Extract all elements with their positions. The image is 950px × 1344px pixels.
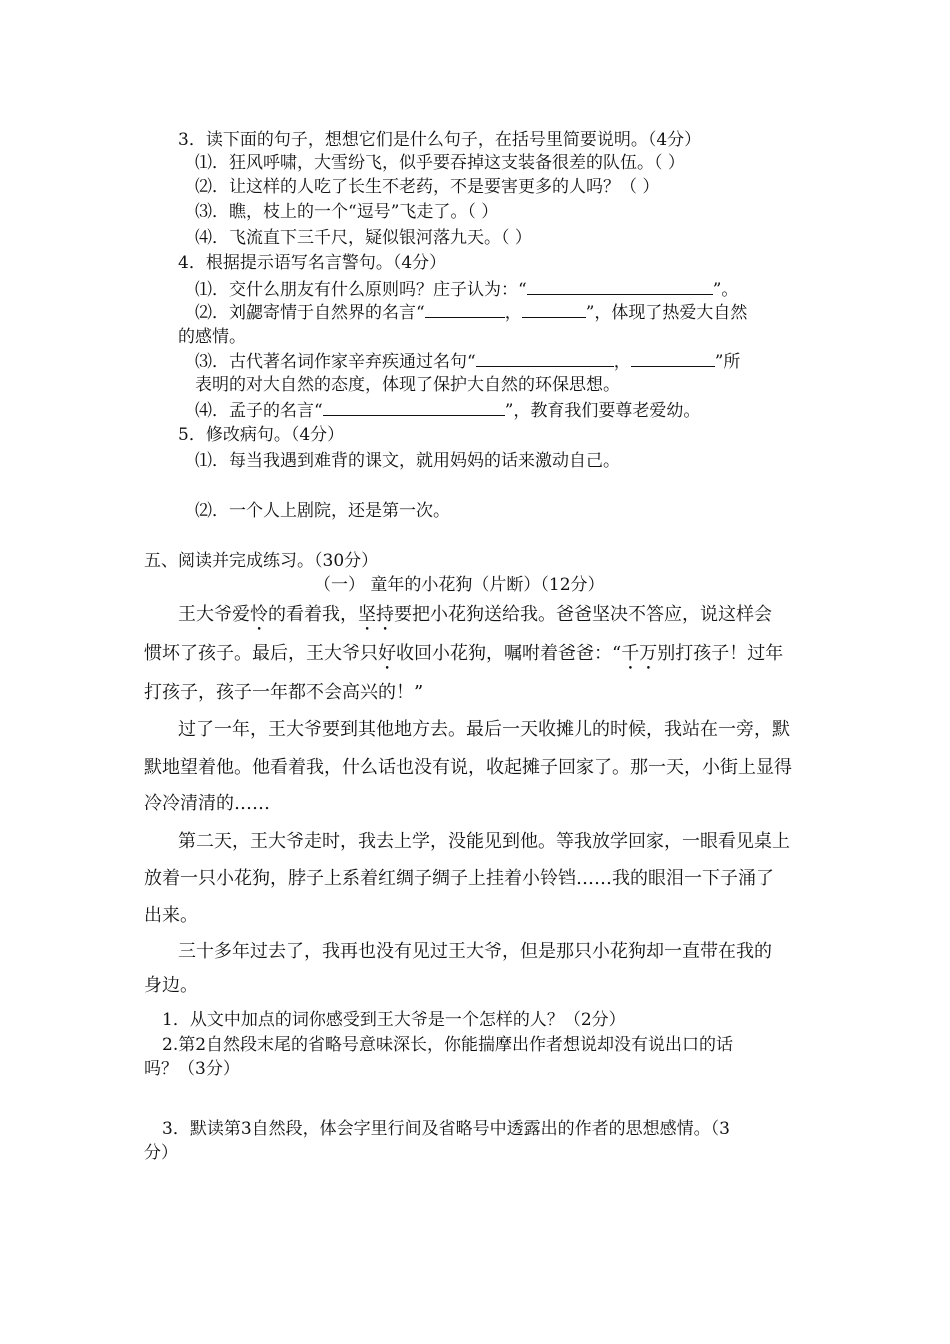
question-3-title: 3．读下面的句子，想想它们是什么句子，在括号里简要说明。（4分） <box>178 130 702 150</box>
text-run: 的看着我， <box>268 604 358 625</box>
q4-item3-prefix: ⑶．古代著名词作家辛弃疾通过名句“ <box>195 352 476 372</box>
question-5-title: 5．修改病句。（4分） <box>178 425 345 445</box>
reading-question-2-line1: 2.第2自然段末尾的省略号意味深长，你能揣摩出作者想说却没有说出口的话 <box>162 1035 734 1055</box>
section-5-title: 五、阅读并完成练习。（30分） <box>144 551 379 571</box>
emphasized-word: 好 <box>378 643 396 664</box>
text-run: 王大爷爱 <box>178 604 250 625</box>
reading-question-2-line2: 吗？（3分） <box>144 1059 240 1079</box>
emphasized-word: 千万 <box>621 643 658 664</box>
answer-blank[interactable] <box>527 278 713 295</box>
passage-p1-line3: 打孩子，孩子一年都不会高兴的！” <box>144 682 424 703</box>
answer-blank[interactable] <box>631 350 715 367</box>
text-run: 惯坏了孩子。最后，王大爷只 <box>144 643 378 664</box>
passage-p1-line2 <box>144 642 783 674</box>
reading-question-3-line2: 分） <box>144 1143 178 1163</box>
text-run: 要把小花狗送给我。爸爸坚决不答应，说这样会 <box>394 604 772 625</box>
passage-p4-line2: 身边。 <box>144 975 198 996</box>
text-run: 别打孩子！过年 <box>657 643 784 664</box>
question-4-item-2 <box>195 301 747 324</box>
question-5-item-1: ⑴．每当我遇到难背的课文，就用妈妈的话来激动自己。 <box>195 451 620 471</box>
question-3-item-1: ⑴．狂风呼啸，大雪纷飞，似乎要吞掉这支装备很差的队伍。（ ） <box>195 153 685 173</box>
q4-item2-mid: ， <box>504 303 522 323</box>
q4-item4-suffix: ”，教育我们要尊老爱幼。 <box>504 401 701 421</box>
question-4-item-3-cont: 表明的对大自然的态度，体现了保护大自然的环保思想。 <box>195 375 620 395</box>
emphasized-word: 怜 <box>250 604 268 625</box>
answer-blank[interactable] <box>425 301 505 318</box>
passage-p1-line1 <box>178 603 772 635</box>
question-4-title: 4．根据提示语写名言警句。（4分） <box>178 253 447 273</box>
answer-blank[interactable] <box>476 350 614 367</box>
q4-item3-mid: ， <box>613 352 631 372</box>
passage-p3-line2: 放着一只小花狗，脖子上系着红绸子绸子上挂着小铃铛……我的眼泪一下子涌了 <box>144 868 774 889</box>
question-4-item-2-cont: 的感情。 <box>178 327 246 347</box>
question-3-item-2: ⑵．让这样的人吃了长生不老药，不是要害更多的人吗？（ ） <box>195 177 660 197</box>
passage-p2-line1: 过了一年，王大爷要到其他地方去。最后一天收摊儿的时候，我站在一旁，默 <box>178 719 790 740</box>
q4-item3-suffix: ”所 <box>714 352 741 372</box>
question-5-item-2: ⑵．一个人上剧院，还是第一次。 <box>195 501 450 521</box>
answer-blank[interactable] <box>522 301 586 318</box>
passage-p4-line1: 三十多年过去了，我再也没有见过王大爷，但是那只小花狗却一直带在我的 <box>178 941 772 962</box>
question-4-item-4 <box>195 399 700 422</box>
question-3-item-4: ⑷．飞流直下三千尺，疑似银河落九天。（ ） <box>195 228 532 248</box>
reading-question-1: 1．从文中加点的词你感受到王大爷是一个怎样的人？（2分） <box>162 1010 626 1030</box>
passage-title: （一） 童年的小花狗（片断）（12分） <box>314 575 605 595</box>
question-3-item-3: ⑶．瞧，枝上的一个“逗号”飞走了。（ ） <box>195 202 499 222</box>
q4-item1-suffix: ”。 <box>712 280 739 300</box>
question-4-item-1 <box>195 278 738 301</box>
answer-blank[interactable] <box>323 399 505 416</box>
passage-p2-line2: 默地望着他。他看着我，什么话也没有说，收起摊子回家了。那一天，小街上显得 <box>144 757 792 778</box>
q4-item4-prefix: ⑷．孟子的名言“ <box>195 401 323 421</box>
reading-question-3-line1: 3．默读第3自然段，体会字里行间及省略号中透露出的作者的思想感情。（3 <box>162 1119 730 1139</box>
question-4-item-3 <box>195 350 740 373</box>
passage-p3-line3: 出来。 <box>144 905 198 926</box>
q4-item2-suffix: ”，体现了热爱大自然 <box>585 303 748 323</box>
emphasized-word: 坚持 <box>358 604 394 625</box>
q4-item1-prefix: ⑴．交什么朋友有什么原则吗？庄子认为：“ <box>195 280 527 300</box>
text-run: 收回小花狗，嘱咐着爸爸：“ <box>396 643 622 664</box>
passage-p3-line1: 第二天，王大爷走时，我去上学，没能见到他。等我放学回家，一眼看见桌上 <box>178 831 790 852</box>
q4-item2-prefix: ⑵．刘勰寄情于自然界的名言“ <box>195 303 425 323</box>
passage-p2-line3: 冷冷清清的…… <box>144 793 270 814</box>
